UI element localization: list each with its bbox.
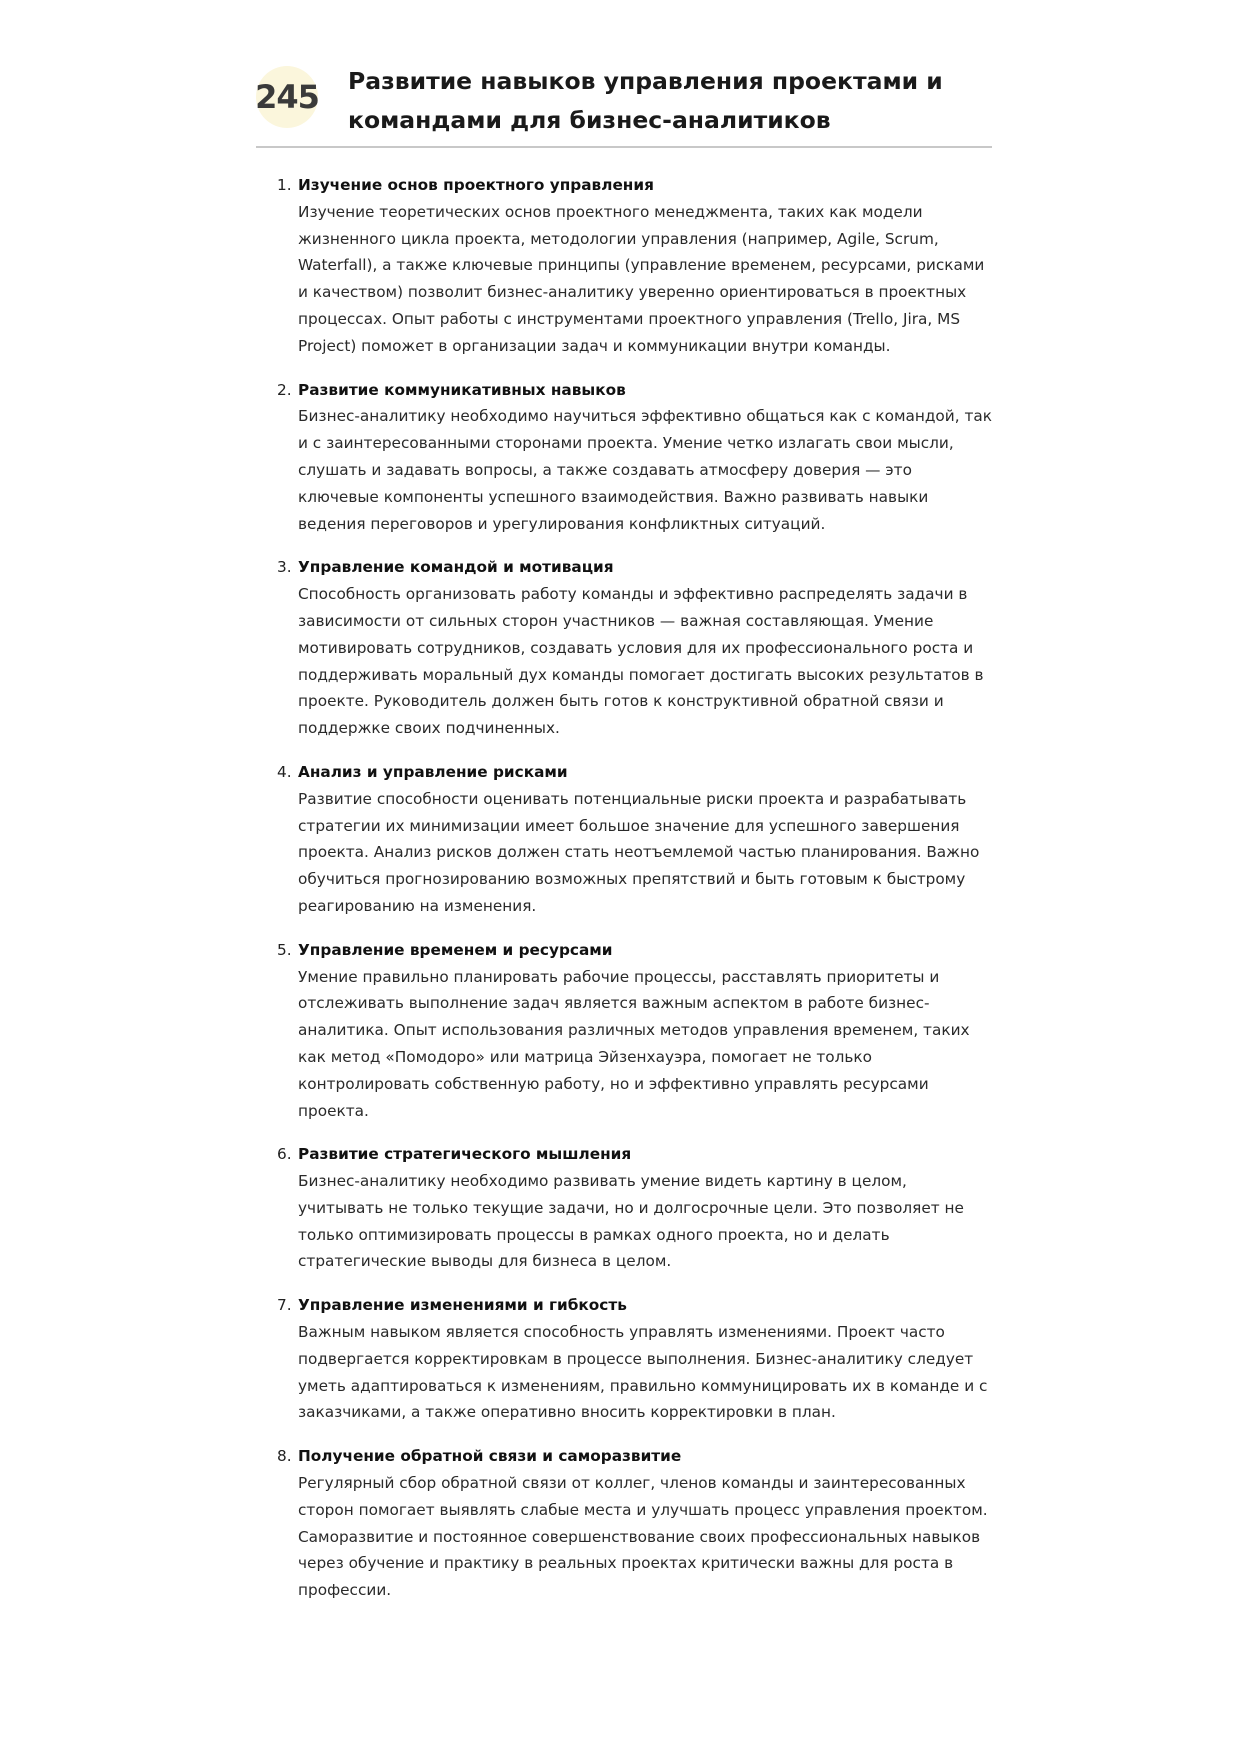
item-body: Умение правильно планировать рабочие процессы, расставлять приоритеты и отслеживать выполнение задач является важным аспектом в работе бизнес-аналитика. Опыт использования различных методов управления временем, таких как метод «Помодоро» или матрица Эйзенхауэра, помогает не только контролировать собственную работу, но и эффективно управлять ресурсами проекта. [298,967,970,1120]
list-item [277,554,997,742]
item-heading: Развитие коммуникативных навыков [298,380,626,399]
list-item [277,1443,997,1604]
page-header [256,58,992,148]
list-item [277,937,997,1125]
item-number: 3. [277,558,292,577]
list-item [277,172,997,360]
item-heading: Развитие стратегического мышления [298,1145,632,1164]
page-title: Развитие навыков управления проектами и командами для бизнес-аналитиков [348,67,943,134]
item-heading: Управление командой и мотивация [298,558,614,577]
list-item [277,1141,997,1275]
list-item [277,377,997,538]
item-heading: Анализ и управление рисками [298,762,568,781]
item-body: Способность организовать работу команды и эффективно распределять задачи в зависимости от сильных сторон участников — важная составляющая. Умение мотивировать сотрудников, создавать условия для их профессионального роста и поддерживать моральный дух команды помогает достигать высоких результатов в проекте. Руководитель должен быть готов к конструктивной обратной связи и поддержке своих подчиненных. [298,585,984,738]
item-heading: Изучение основ проектного управления [298,176,654,194]
item-body: Важным навыком является способность управлять изменениями. Проект часто подвергается корректировкам в процессе выполнения. Бизнес-аналитику следует уметь адаптироваться к изменениям, правильно коммуницировать их в команде и с заказчиками, а также оперативно вносить корректировки в план. [298,1323,988,1422]
item-number: 2. [277,380,292,399]
item-body: Регулярный сбор обратной связи от коллег, членов команды и заинтересованных сторон помогает выявлять слабые места и улучшать процесс управления проектом. Саморазвитие и постоянное совершенствование своих профессиональных навыков через обучение и практику в реальных проектах критически важны для роста в профессии. [298,1474,988,1600]
item-body: Бизнес-аналитику необходимо развивать умение видеть картину в целом, учитывать не только текущие задачи, но и долгосрочные цели. Это позволяет не только оптимизировать процессы в рамках одного проекта, но и делать стратегические выводы для бизнеса в целом. [298,1172,964,1271]
item-heading: Управление временем и ресурсами [298,940,613,959]
list-item [277,1292,997,1426]
item-number: 7. [277,1296,292,1315]
item-body: Изучение теоретических основ проектного менеджмента, таких как модели жизненного цикла проекта, методологии управления (например, Agile, Scrum, Waterfall), а также ключевые принципы (управление временем, ресурсами, рисками и качеством) позволит бизнес-аналитику уверенно ориентироваться в проектных процессах. Опыт работы с инструментами проектного управления (Trello, Jira, MS Project) поможет в организации задач и коммуникации внутри команды. [298,202,985,355]
item-body: Развитие способности оценивать потенциальные риски проекта и разрабатывать стратегии их минимизации имеет большое значение для успешного завершения проекта. Анализ рисков должен стать неотъемлемой частью планирования. Важно обучиться прогнозированию возможных препятствий и быть готовым к быстрому реагированию на изменения. [298,789,980,915]
item-number: 1. [277,176,292,194]
item-heading: Получение обратной связи и саморазвитие [298,1447,682,1466]
item-number: 4. [277,762,292,781]
list-item [277,759,997,920]
item-body: Бизнес-аналитику необходимо научиться эффективно общаться как с командой, так и с заинтересованными сторонами проекта. Умение четко излагать свои мысли, слушать и задавать вопросы, а также создавать атмосферу доверия — это ключевые компоненты успешного взаимодействия. Важно развивать навыки ведения переговоров и урегулирования конфликтных ситуаций. [298,407,992,533]
section-list [277,172,997,1621]
page-number-badge: 245 [256,66,318,128]
item-heading: Управление изменениями и гибкость [298,1296,627,1315]
item-number: 5. [277,940,292,959]
item-number: 8. [277,1447,292,1466]
item-number: 6. [277,1145,292,1164]
